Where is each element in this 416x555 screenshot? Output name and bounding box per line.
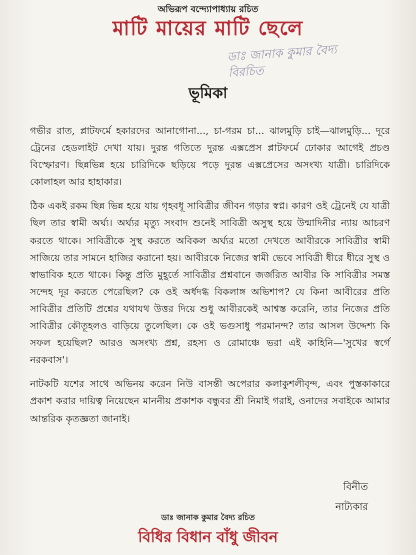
paragraph-1: গভীর রাত, প্লাটফর্মে হকারদের আনাগোনা..., চা-গরম চা... ঝালমুড়ি চাই—ঝালমুড়ি... দূরে ট্রেনের হেডলাইট দেখা যায়। দুরন্ত গতিতে দুরন্ত এক্সপ্রেস প্লাটফর্মে ঢোকার আগেই প্রচণ্ড বিস্ফোরণ। ছিন্নভিন্ন হয়ে চারিদিকে ছড়িয়ে পড়ে দুরন্ত এক্সপ্রেসের অসংখ্য যাত্রী। চারিদিকে কোলাহল আর হাহাকার। [30,126,390,189]
book-title: মাটি মায়ের মাটি ছেলে [112,16,304,40]
handwritten-annotation: ডাঃ জানাক কুমার বৈদ্য বিরচিত [226,42,338,80]
top-author-line: অভিরূপ বন্দ্যোপাধ্যায় রচিত [157,5,259,15]
footer-stamp [0,512,416,551]
footer-author: ডাঃ জানাক কুমার বৈদ্য রচিত [161,512,255,522]
signoff-line-2: নাট্যকার [335,502,368,513]
footer-title: বিধির বিধান বাঁধু জীবন [138,528,278,546]
paragraph-3: নাটকটি যশের সাথে অভিনয় করেন নিউ বাসন্তী অপেরার কলাকুশলীবৃন্দ, এবং পুস্তকাকারে প্রকাশ করার দায়িত্ব নিয়েছেন মাননীয় প্রকাশক বন্ধুবর শ্রী নিমাই গরাই, ওনাদের সবাইকে আমার আন্তরিক কৃতজ্ঞতা জানাই। [30,379,390,425]
section-title-preface: ভূমিকা [188,84,228,102]
paragraph-2: ঠিক একই রকম ছিন্ন ভিন্ন হয়ে যায় গৃহবধূ সাবিত্রীর জীবন গড়ার স্বপ্ন। কারণ ওই ট্রেনেই যে যাত্রী ছিল তার স্বামী অর্ঘ্য। অর্ঘ্যর মৃত্যু সংবাদ শুনেই সাবিত্রী অসুস্থ হয়ে উন্মাদিনীর ন্যায় আচরণ করতে থাকে। সাবিত্রীকে সুস্থ করতে অবিকল অর্ঘ্যর মতো দেখতে আবীরকে সাবিত্রীর স্বামী সাজিয়ে তার সামনে হাজির করানো হয়। আবীরকে নিজের স্বামী ভেবে সাবিত্রী ধীরে ধীরে সুস্থ ও স্বাভাবিক হতে থাকে। কিন্তু প্রতি মুহূর্তে সাবিত্রীর প্রশ্নবানে জর্জরিত আবীর কি সাবিত্রীর সমস্ত সন্দেহ দূর করতে পেরেছিল? কে ওই অর্ধদগ্ধ বিকলাঙ্গ অভিশাপ? যে কিনা আবীরের প্রতি সাবিত্রীর প্রতিটি প্রশ্নের যথাযথ উত্তর দিয়ে শুধু আবীরকেই আশ্বস্ত করেনি, তার নিজের প্রতি সাবিত্রীর কৌতূহলও বাড়িয়ে তুলেছিল। কে ওই ভগুসাধু পরমানন্দ? তার আসল উদ্দেশ্য কি সফল হয়েছিল? আরও অসংখ্য প্রশ্ন, রহস্য ও রোমাঞ্চে ভরা এই কাহিনি—'সুখের স্বর্গে নরকবাস'। [30,201,390,367]
preface-body [30,123,390,435]
signoff-line-1: বিনীত [343,482,368,493]
